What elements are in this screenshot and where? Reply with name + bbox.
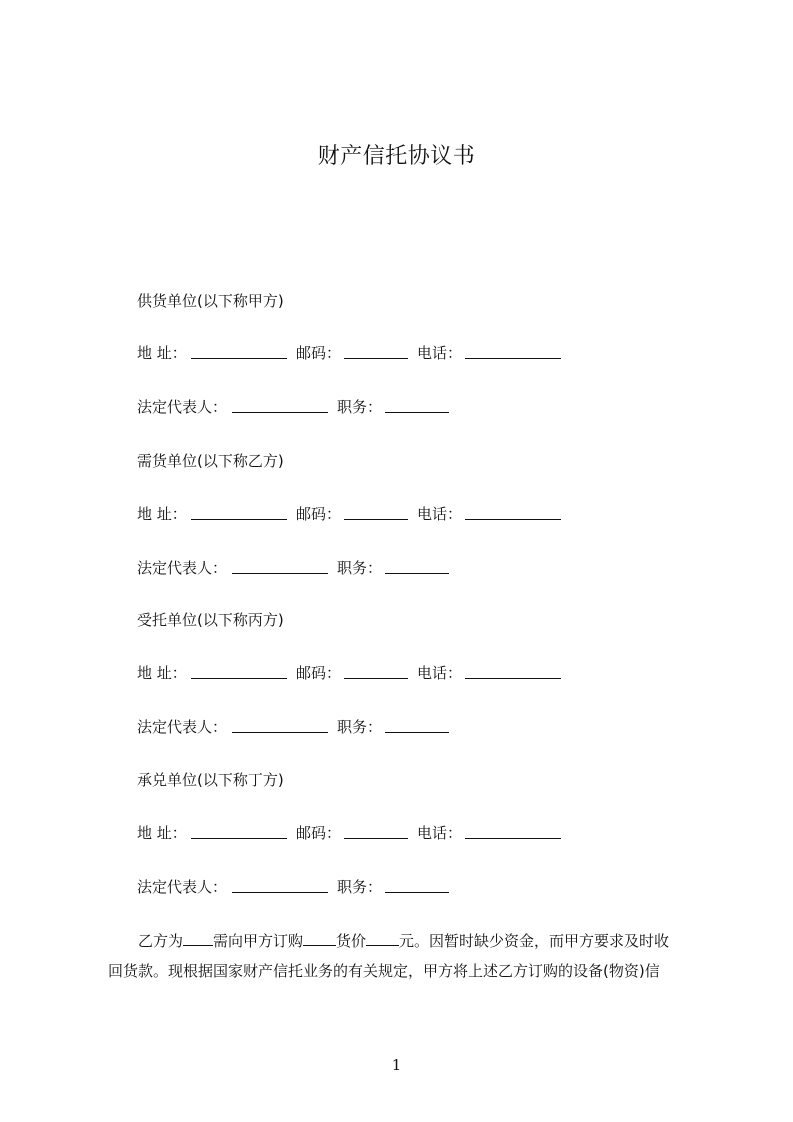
phone-field[interactable] [465, 678, 561, 679]
address-label: 地 址： [137, 664, 187, 682]
party-c-heading: 受托单位(以下称丙方) [137, 611, 284, 629]
legal-rep-field[interactable] [232, 412, 328, 413]
postcode-label: 邮码： [296, 344, 342, 362]
goods-blank[interactable] [303, 931, 336, 946]
position-field[interactable] [385, 412, 449, 413]
address-field[interactable] [191, 838, 287, 839]
legal-rep-label: 法定代表人： [137, 718, 228, 736]
party-d-heading: 承兑单位(以下称丁方) [137, 771, 284, 789]
postcode-label: 邮码： [296, 824, 342, 842]
address-field[interactable] [191, 358, 287, 359]
body-paragraph-line-1 [108, 931, 708, 951]
position-label: 职务： [337, 559, 383, 577]
legal-rep-field[interactable] [232, 732, 328, 733]
legal-rep-label: 法定代表人： [137, 398, 228, 416]
party-b-heading: 需货单位(以下称乙方) [137, 452, 284, 470]
position-field[interactable] [385, 732, 449, 733]
quantity-blank[interactable] [183, 931, 213, 946]
legal-rep-label: 法定代表人： [137, 878, 228, 896]
postcode-field[interactable] [344, 838, 408, 839]
address-field[interactable] [191, 519, 287, 520]
legal-rep-label: 法定代表人： [137, 559, 228, 577]
page-number: 1 [391, 1056, 402, 1074]
address-label: 地 址： [137, 505, 187, 523]
postcode-field[interactable] [344, 678, 408, 679]
address-label: 地 址： [137, 824, 187, 842]
phone-field[interactable] [465, 358, 561, 359]
phone-label: 电话： [417, 505, 463, 523]
legal-rep-field[interactable] [232, 892, 328, 893]
body-paragraph-line-2: 回货款。现根据国家财产信托业务的有关规定，甲方将上述乙方订购的设备(物资)信 [108, 962, 660, 980]
address-label: 地 址： [137, 344, 187, 362]
phone-field[interactable] [465, 838, 561, 839]
phone-label: 电话： [417, 344, 463, 362]
address-field[interactable] [191, 678, 287, 679]
position-label: 职务： [337, 878, 383, 896]
phone-label: 电话： [417, 664, 463, 682]
legal-rep-field[interactable] [232, 573, 328, 574]
price-blank[interactable] [366, 931, 399, 946]
body-text-1: 乙方为 [138, 932, 184, 950]
party-a-heading: 供货单位(以下称甲方) [137, 292, 284, 310]
position-label: 职务： [337, 718, 383, 736]
document-title: 财产信托协议书 [317, 144, 476, 169]
phone-field[interactable] [465, 519, 561, 520]
body-text-4: 元。因暂时缺少资金，而甲方要求及时收 [399, 932, 670, 950]
position-field[interactable] [385, 892, 449, 893]
body-text-3: 货价 [336, 932, 367, 950]
postcode-label: 邮码： [296, 505, 342, 523]
body-text-2: 需向甲方订购 [213, 932, 304, 950]
postcode-field[interactable] [344, 519, 408, 520]
position-field[interactable] [385, 573, 449, 574]
position-label: 职务： [337, 398, 383, 416]
postcode-label: 邮码： [296, 664, 342, 682]
postcode-field[interactable] [344, 358, 408, 359]
phone-label: 电话： [417, 824, 463, 842]
